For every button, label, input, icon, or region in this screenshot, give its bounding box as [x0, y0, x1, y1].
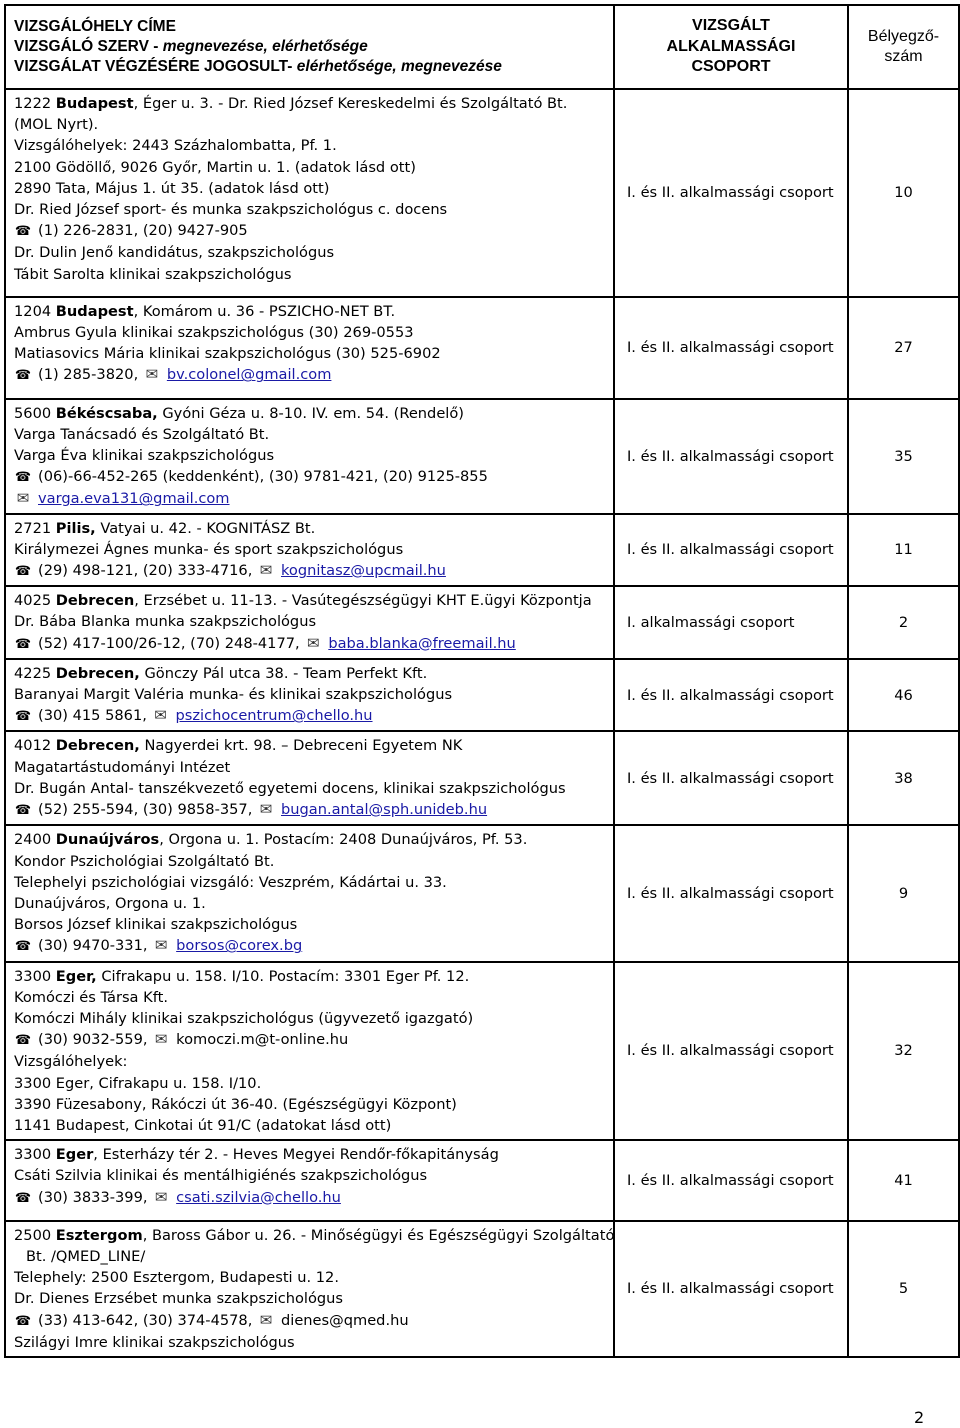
page-number: 2	[914, 1408, 925, 1427]
email-link[interactable]: csati.szilvia@chello.hu	[176, 1188, 341, 1206]
detail-line: Dr. Ried József sport- és munka szakpszichológus c. docens	[14, 201, 448, 219]
envelope-icon: ✉	[259, 800, 273, 819]
header-group-line3: CSOPORT	[691, 58, 771, 76]
site-details-cell	[5, 659, 614, 732]
envelope-icon: ✉	[154, 1030, 168, 1049]
site-details-cell	[5, 825, 614, 961]
phone-numbers: (52) 255-594, (30) 9858-357,	[38, 801, 257, 819]
phone-numbers: (33) 413-642, (30) 374-4578,	[38, 1311, 257, 1329]
email-link[interactable]: bv.colonel@gmail.com	[166, 366, 332, 384]
phone-icon: ☎	[14, 939, 32, 955]
stamp-number-cell: 46	[848, 659, 959, 732]
site-address-line	[14, 1225, 615, 1246]
detail-line: (MOL Nyrt).	[14, 116, 99, 134]
detail-line: 1141 Budapest, Cinkotai út 91/C (adatokat lásd ott)	[14, 1116, 392, 1134]
site-address-line	[14, 93, 605, 114]
header-group-line2: ALKALMASSÁGI	[666, 37, 796, 55]
table-row	[5, 659, 959, 732]
contact-line	[14, 799, 605, 821]
fitness-group-cell: I. és II. alkalmassági csoport	[614, 1140, 848, 1221]
phone-numbers: (1) 285-3820,	[38, 366, 143, 384]
detail-line: Borsos József klinikai szakpszichológus	[14, 916, 298, 934]
fitness-group-cell: I. és II. alkalmassági csoport	[614, 399, 848, 514]
phone-icon: ☎	[14, 1190, 32, 1206]
site-address-line	[14, 403, 605, 424]
envelope-icon: ✉	[259, 1310, 273, 1329]
site-address-line	[14, 590, 605, 611]
header-stamp-line2: szám	[884, 48, 923, 65]
postal-code: 3300	[14, 1146, 56, 1164]
phone-numbers: (1) 226-2831, (20) 9427-905	[38, 222, 248, 240]
postal-code: 1222	[14, 95, 56, 112]
site-details-cell	[5, 89, 614, 297]
detail-line: Dr. Bugán Antal- tanszékvezető egyetemi docens, klinikai szakpszichológus	[14, 779, 566, 797]
table-row	[5, 586, 959, 659]
detail-line: Baranyai Margit Valéria munka- és klinikai szakpszichológus	[14, 686, 453, 704]
fitness-group-cell: I. alkalmassági csoport	[614, 586, 848, 659]
spacer	[14, 1209, 605, 1217]
site-details-cell	[5, 1221, 614, 1357]
stamp-number-cell: 2	[848, 586, 959, 659]
envelope-icon: ✉	[154, 706, 167, 725]
site-details-cell	[5, 962, 614, 1141]
phone-numbers: (06)-66-452-265 (keddenként), (30) 9781-421, (20) 9125-855	[38, 468, 488, 486]
site-details-cell	[5, 1140, 614, 1221]
detail-line: Vizsgálóhelyek: 2443 Százhalombatta, Pf. 1.	[14, 137, 337, 155]
site-address-line	[14, 966, 605, 987]
table-row	[5, 1221, 959, 1357]
site-details-cell	[5, 514, 614, 587]
city-name: Békéscsaba,	[55, 404, 158, 422]
exam-sites-table	[4, 4, 960, 1358]
email-address: komoczi.m@t-online.hu	[176, 1031, 349, 1049]
detail-line: 3300 Eger, Cifrakapu u. 158. I/10.	[14, 1074, 262, 1092]
site-details-cell	[5, 297, 614, 399]
phone-icon: ☎	[14, 368, 32, 384]
address-rest: Cifrakapu u. 158. I/10. Postacím: 3301 Eger Pf. 12.	[96, 967, 470, 985]
fitness-group-cell: I. és II. alkalmassági csoport	[614, 297, 848, 399]
fitness-group-cell: I. és II. alkalmassági csoport	[614, 731, 848, 825]
detail-line: Szilágyi Imre klinikai szakpszichológus	[14, 1333, 295, 1351]
envelope-icon: ✉	[16, 489, 30, 508]
city-name: Debrecen	[55, 592, 135, 610]
postal-code: 2721	[14, 519, 56, 537]
fitness-group-cell: I. és II. alkalmassági csoport	[614, 1221, 848, 1357]
detail-line: Királymezei Ágnes munka- és sport szakpszichológus	[14, 540, 404, 558]
email-link[interactable]: bugan.antal@sph.unideb.hu	[281, 801, 488, 819]
stamp-number-cell: 38	[848, 731, 959, 825]
address-rest: , Komárom u. 36 - PSZICHO-NET BT.	[133, 302, 396, 320]
contact-line	[14, 466, 605, 488]
stamp-number-cell: 32	[848, 962, 959, 1141]
postal-code: 4025	[14, 592, 56, 610]
city-name: Budapest	[55, 302, 134, 320]
stamp-number-cell: 11	[848, 514, 959, 587]
detail-line: Ambrus Gyula klinikai szakpszichológus (30) 269-0553	[14, 324, 414, 342]
phone-icon: ☎	[14, 224, 32, 240]
header-stamp-column	[848, 5, 959, 89]
detail-line: Kondor Pszichológiai Szolgáltató Bt.	[14, 852, 275, 870]
detail-line: Telephelyi pszichológiai vizsgáló: Veszprém, Kádártai u. 33.	[14, 873, 447, 891]
phone-numbers: (52) 417-100/26-12, (70) 248-4177,	[38, 634, 305, 652]
site-details-cell	[5, 399, 614, 514]
header-group-column	[614, 5, 848, 89]
table-row	[5, 89, 959, 297]
city-name: Eger	[55, 1146, 94, 1164]
header-site-column	[5, 5, 614, 89]
city-name: Budapest	[55, 95, 134, 112]
table-row	[5, 731, 959, 825]
table-row	[5, 962, 959, 1141]
city-name: Dunaújváros	[55, 831, 160, 849]
phone-icon: ☎	[14, 803, 32, 819]
stamp-number-cell: 5	[848, 1221, 959, 1357]
envelope-icon: ✉	[145, 365, 159, 384]
site-details-cell	[5, 731, 614, 825]
site-address-line	[14, 518, 605, 539]
envelope-icon: ✉	[154, 936, 168, 955]
postal-code: 4012	[14, 737, 56, 755]
contact-line	[14, 633, 605, 655]
fitness-group-cell: I. és II. alkalmassági csoport	[614, 89, 848, 297]
email-link[interactable]: kognitasz@upcmail.hu	[281, 562, 446, 580]
site-address-line	[14, 1144, 605, 1165]
address-rest: , Baross Gábor u. 26. - Minőségügyi és Egészségügyi Szolgáltató	[142, 1226, 615, 1244]
stamp-number-cell: 9	[848, 825, 959, 961]
contact-line	[14, 935, 605, 957]
address-rest: , Orgona u. 1. Postacím: 2408 Dunaújváros, Pf. 53.	[159, 831, 528, 849]
address-rest: Gyóni Géza u. 8-10. IV. em. 54. (Rendelő)	[157, 404, 464, 422]
detail-line: Csáti Szilvia klinikai és mentálhigiénés szakpszichológus	[14, 1167, 428, 1185]
postal-code: 2400	[14, 831, 56, 849]
header-site-line3: VIZSGÁLAT VÉGZÉSÉRE JOGOSULT- elérhetősége, megnevezése	[14, 57, 502, 75]
city-name: Pilis,	[55, 519, 96, 537]
address-rest: , Erzsébet u. 11-13. - Vasútegészségügyi KHT E.ügyi Központja	[134, 592, 592, 610]
detail-line: Komóczi Mihály klinikai szakpszichológus (ügyvezető igazgató)	[14, 1009, 474, 1027]
site-address-line	[14, 663, 605, 684]
fitness-group-cell: I. és II. alkalmassági csoport	[614, 514, 848, 587]
city-name: Debrecen,	[55, 664, 140, 682]
city-name: Eger,	[55, 967, 97, 985]
detail-line: 2890 Tata, Május 1. út 35. (adatok lásd ott)	[14, 179, 330, 197]
detail-line: Vizsgálóhelyek:	[14, 1053, 128, 1071]
header-site-line1: VIZSGÁLÓHELY CÍME	[14, 17, 176, 35]
site-address-line	[14, 829, 605, 850]
site-details-cell	[5, 586, 614, 659]
stamp-number-cell: 35	[848, 399, 959, 514]
contact-line	[14, 364, 605, 386]
detail-line: Dr. Dulin Jenő kandidátus, szakpszichológus	[14, 244, 335, 262]
table-row	[5, 297, 959, 399]
phone-icon: ☎	[14, 709, 32, 725]
email-link[interactable]: pszichocentrum@chello.hu	[175, 707, 373, 725]
fitness-group-cell: I. és II. alkalmassági csoport	[614, 659, 848, 732]
postal-code: 5600	[14, 404, 56, 422]
spacer	[14, 285, 605, 293]
postal-code: 1204	[14, 302, 56, 320]
detail-line: Magatartástudományi Intézet	[14, 758, 231, 776]
email-address: dienes@qmed.hu	[281, 1311, 409, 1329]
envelope-icon: ✉	[307, 633, 320, 652]
email-link[interactable]: varga.eva131@gmail.com	[38, 490, 230, 508]
detail-line: Telephely: 2500 Esztergom, Budapesti u. 12.	[14, 1269, 339, 1287]
header-stamp-line1: Bélyegző-	[867, 27, 940, 45]
phone-icon: ☎	[14, 470, 32, 486]
contact-line	[14, 488, 605, 509]
postal-code: 3300	[14, 967, 56, 985]
phone-icon: ☎	[14, 564, 32, 580]
city-name: Esztergom	[55, 1226, 143, 1244]
postal-code: 2500	[14, 1226, 56, 1244]
contact-line	[14, 1187, 605, 1209]
phone-icon: ☎	[14, 636, 32, 652]
address-rest: , Éger u. 3. - Dr. Ried József Kereskedelmi és Szolgáltató Bt.	[133, 95, 568, 112]
address-rest: Gönczy Pál utca 38. - Team Perfekt Kft.	[139, 664, 428, 682]
phone-numbers: (30) 415 5861,	[38, 707, 152, 725]
detail-line: 3390 Füzesabony, Rákóczi út 36-40. (Egészségügyi Központ)	[14, 1095, 457, 1113]
detail-line: Dr. Bába Blanka munka szakpszichológus	[14, 613, 317, 631]
table-header-row	[5, 5, 959, 89]
email-link[interactable]: borsos@corex.bg	[176, 937, 303, 955]
phone-icon: ☎	[14, 1313, 32, 1329]
stamp-number-cell: 27	[848, 297, 959, 399]
spacer	[14, 387, 605, 395]
detail-line: 2100 Gödöllő, 9026 Győr, Martin u. 1. (adatok lásd ott)	[14, 158, 416, 176]
fitness-group-cell: I. és II. alkalmassági csoport	[614, 962, 848, 1141]
contact-line	[14, 705, 605, 727]
table-row	[5, 399, 959, 514]
header-group-line1: VIZSGÁLT	[692, 17, 770, 35]
site-address-line	[14, 735, 605, 756]
phone-numbers: (30) 3833-399,	[38, 1188, 153, 1206]
phone-numbers: (29) 498-121, (20) 333-4716,	[38, 562, 257, 580]
phone-icon: ☎	[14, 1033, 32, 1049]
table-row	[5, 825, 959, 961]
envelope-icon: ✉	[154, 1187, 168, 1206]
phone-numbers: (30) 9032-559,	[38, 1031, 153, 1049]
envelope-icon: ✉	[259, 561, 273, 580]
postal-code: 4225	[14, 664, 56, 682]
contact-line	[14, 1310, 605, 1332]
detail-line: Varga Éva klinikai szakpszichológus	[14, 447, 275, 465]
city-name: Debrecen,	[55, 737, 140, 755]
detail-line: Dr. Dienes Erzsébet munka szakpszichológus	[14, 1290, 344, 1308]
address-rest: Vatyai u. 42. - KOGNITÁSZ Bt.	[95, 519, 316, 537]
address-rest: , Esterházy tér 2. - Heves Megyei Rendőr-főkapitányság	[93, 1146, 499, 1164]
table-row	[5, 514, 959, 587]
detail-line: Dunaújváros, Orgona u. 1.	[14, 894, 206, 912]
site-address-line	[14, 301, 605, 322]
contact-line	[14, 220, 605, 242]
email-link[interactable]: baba.blanka@freemail.hu	[328, 634, 516, 652]
detail-line: Varga Tanácsadó és Szolgáltató Bt.	[14, 425, 270, 443]
fitness-group-cell: I. és II. alkalmassági csoport	[614, 825, 848, 961]
detail-line: Matiasovics Mária klinikai szakpszichológus (30) 525-6902	[14, 345, 441, 363]
detail-line: Tábit Sarolta klinikai szakpszichológus	[14, 265, 292, 283]
detail-line: Komóczi és Társa Kft.	[14, 988, 168, 1006]
detail-line: Bt. /QMED_LINE/	[26, 1247, 146, 1265]
phone-numbers: (30) 9470-331,	[38, 937, 153, 955]
contact-line	[14, 560, 605, 582]
stamp-number-cell: 41	[848, 1140, 959, 1221]
contact-line	[14, 1029, 605, 1051]
stamp-number-cell: 10	[848, 89, 959, 297]
header-site-line2: VIZSGÁLÓ SZERV - megnevezése, elérhetősége	[14, 37, 368, 55]
address-rest: Nagyerdei krt. 98. – Debreceni Egyetem NK	[139, 737, 463, 755]
table-row	[5, 1140, 959, 1221]
